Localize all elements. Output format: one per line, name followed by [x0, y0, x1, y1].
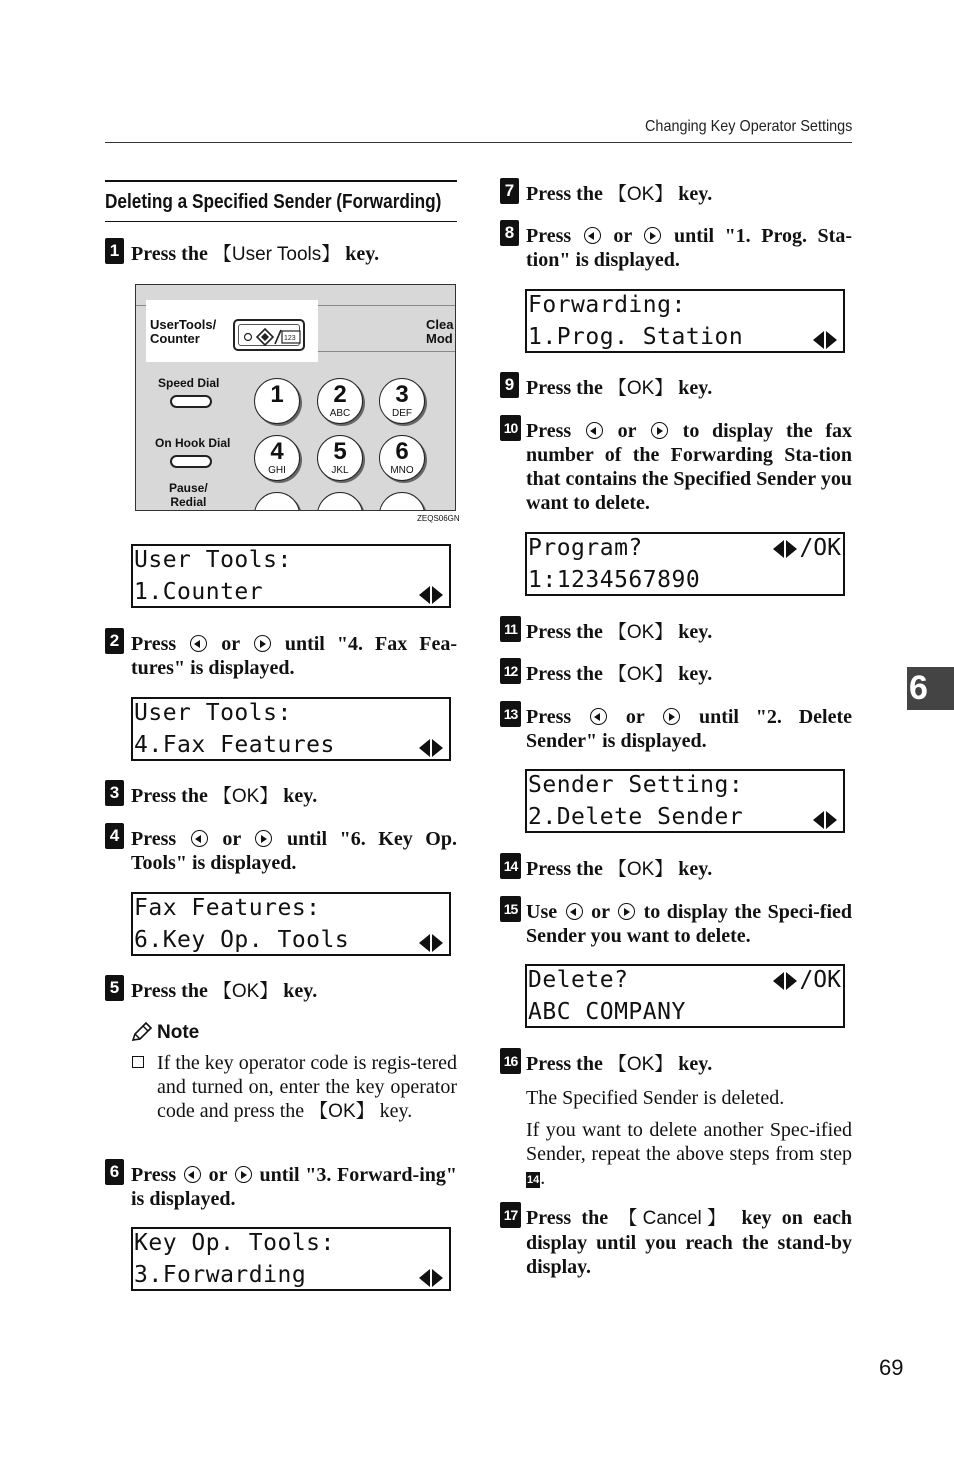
keypad-5: 5 JKL — [317, 435, 363, 481]
user-tools-button — [233, 319, 305, 351]
lcd-display-5 — [525, 289, 845, 353]
right-arrow-key-icon — [644, 227, 661, 244]
right-arrow-key-icon — [663, 708, 680, 725]
lcd-display-2 — [131, 697, 451, 761]
step-number: 6 — [105, 1159, 124, 1185]
lcd-line-2: 4.Fax Features — [134, 732, 335, 758]
step-number: 1 — [105, 238, 124, 264]
scroll-arrows-icon — [419, 734, 445, 760]
left-arrow-key-icon — [184, 1166, 201, 1183]
lcd-display-7 — [525, 769, 845, 833]
scroll-arrows-icon — [813, 806, 839, 832]
step-text: Press the 【User Tools】 key. — [131, 243, 380, 265]
keypad-4: 4 GHI — [254, 435, 300, 481]
step-ref-badge: 14 — [527, 1174, 540, 1186]
step-number: 11 — [500, 616, 521, 642]
lcd-line-1: Sender Setting: — [528, 772, 744, 798]
lcd-display-1 — [131, 544, 451, 608]
lcd-line-1: User Tools: — [134, 547, 292, 573]
lcd-line-2: 1:1234567890 — [528, 567, 701, 593]
step-number: 2 — [105, 628, 124, 654]
keypad-2: 2 ABC — [317, 378, 363, 424]
step-text: Use or to display the Speci-fied Sender you want to delete. — [526, 901, 853, 947]
step-text: Press the 【OK】 key. — [526, 858, 713, 880]
note-title: Note — [157, 1022, 200, 1043]
lcd-line-2: 1.Counter — [134, 579, 264, 605]
left-arrow-key-icon — [566, 903, 583, 920]
left-arrow-key-icon — [190, 635, 207, 652]
repeat-instruction: If you want to delete another Spec-ified Sender, repeat the above steps from step 14. — [526, 1119, 852, 1189]
lcd-display-6 — [525, 532, 845, 596]
result-text: The Specified Sender is deleted. — [526, 1087, 785, 1109]
scroll-arrows-icon — [773, 970, 799, 992]
step-text: Press the 【OK】 key. — [131, 785, 318, 807]
step-text: Press or until "3. Forward-ing" is displayed. — [131, 1164, 457, 1210]
step-text: Press or to display the fax number of the Forwarding Sta-tion that contains the Specified Sender you want to delete. — [526, 420, 853, 514]
scroll-arrows-icon — [419, 581, 445, 607]
step-text: Press the 【OK】 key. — [526, 377, 713, 399]
left-arrow-key-icon — [584, 227, 601, 244]
pause-redial-label: Pause/ Redial — [169, 481, 208, 509]
running-header — [105, 118, 852, 143]
clear-mode-label: Clea Mod — [426, 317, 454, 346]
right-arrow-key-icon — [235, 1166, 252, 1183]
speed-dial-label: Speed Dial — [158, 376, 220, 390]
step-text: Press the 【OK】 key. — [526, 1053, 713, 1075]
speed-dial-button — [170, 395, 212, 408]
step-number: 3 — [105, 780, 124, 806]
step-number: 13 — [500, 701, 521, 727]
lcd-line-1: User Tools: — [134, 700, 292, 726]
lcd-line-2: 1.Prog. Station — [528, 324, 744, 350]
step-number: 7 — [500, 178, 519, 204]
lcd-line-2: 3.Forwarding — [134, 1262, 307, 1288]
keypad-9-partial — [379, 492, 425, 511]
step-text: Press or until "6. Key Op. Tools" is displayed. — [131, 828, 457, 874]
user-tools-icon — [241, 327, 303, 349]
step-text: Press the 【OK】 key. — [131, 980, 318, 1002]
step-number: 8 — [500, 220, 519, 246]
control-panel-illustration — [135, 284, 456, 511]
section-title — [105, 180, 457, 222]
keypad-7-partial — [254, 492, 300, 511]
on-hook-dial-label: On Hook Dial — [155, 436, 231, 450]
step-number: 15 — [500, 896, 521, 922]
keypad-8-partial — [317, 492, 363, 511]
scroll-arrows-icon — [773, 538, 799, 560]
figure-code: ZEQS06GN — [417, 514, 460, 523]
right-arrow-key-icon — [618, 903, 635, 920]
step-number: 9 — [500, 372, 519, 398]
step-number: 14 — [500, 853, 521, 879]
lcd-line-2: ABC COMPANY — [528, 999, 686, 1025]
keypad-1: 1 — [254, 378, 300, 424]
step-number: 16 — [500, 1048, 521, 1074]
step-number: 4 — [105, 823, 124, 849]
left-arrow-key-icon — [586, 422, 603, 439]
pencil-icon — [131, 1022, 153, 1042]
lcd-line-1: Program? — [528, 535, 643, 561]
section-title-text: Deleting a Specified Sender (Forwarding) — [105, 191, 442, 213]
lcd-display-3 — [131, 892, 451, 956]
right-arrow-key-icon — [254, 635, 271, 652]
step-text: Press the 【OK】 key. — [526, 183, 713, 205]
step-number: 10 — [500, 415, 521, 441]
step-text: Press or until "2. Delete Sender" is displayed. — [526, 706, 852, 752]
checkbox-bullet-icon — [132, 1056, 144, 1068]
scroll-arrows-icon — [813, 326, 839, 352]
keypad-3: 3 DEF — [379, 378, 425, 424]
step-number: 17 — [500, 1202, 521, 1228]
running-title: Changing Key Operator Settings — [644, 118, 852, 135]
lcd-display-8 — [525, 964, 845, 1028]
left-arrow-key-icon — [590, 708, 607, 725]
scroll-ok-indicator: /OK — [773, 967, 841, 993]
scroll-arrows-icon — [419, 929, 445, 955]
scroll-arrows-icon — [419, 1264, 445, 1290]
right-arrow-key-icon — [255, 830, 272, 847]
chapter-tab: 6 — [907, 667, 954, 710]
step-text: Press the 【OK】 key. — [526, 621, 713, 643]
lcd-line-1: Forwarding: — [528, 292, 686, 318]
step-text: Press or until "1. Prog. Sta-tion" is displayed. — [526, 225, 852, 271]
scroll-ok-indicator: /OK — [773, 535, 841, 561]
keypad-6: 6 MNO — [379, 435, 425, 481]
lcd-line-2: 2.Delete Sender — [528, 804, 744, 830]
note-text: If the key operator code is regis-tered and turned on, enter the key operator code and press the 【OK】 key. — [157, 1052, 457, 1122]
lcd-display-4 — [131, 1227, 451, 1291]
step-text: Press or until "4. Fax Fea-tures" is displayed. — [131, 633, 458, 679]
lcd-line-1: Delete? — [528, 967, 629, 993]
step-number: 5 — [105, 975, 124, 1001]
left-arrow-key-icon — [191, 830, 208, 847]
right-arrow-key-icon — [651, 422, 668, 439]
step-number: 12 — [500, 658, 521, 684]
on-hook-dial-button — [170, 455, 212, 468]
step-text: Press the 【Cancel】 key on each display until you reach the stand-by display. — [526, 1207, 852, 1278]
lcd-line-2: 6.Key Op. Tools — [134, 927, 350, 953]
step-text: Press the 【OK】 key. — [526, 663, 713, 685]
lcd-line-1: Key Op. Tools: — [134, 1230, 335, 1256]
page-number: 69 — [879, 1355, 904, 1380]
lcd-line-1: Fax Features: — [134, 895, 321, 921]
usertools-label: UserTools/ Counter — [150, 317, 217, 346]
svg-text:123: 123 — [284, 335, 296, 342]
